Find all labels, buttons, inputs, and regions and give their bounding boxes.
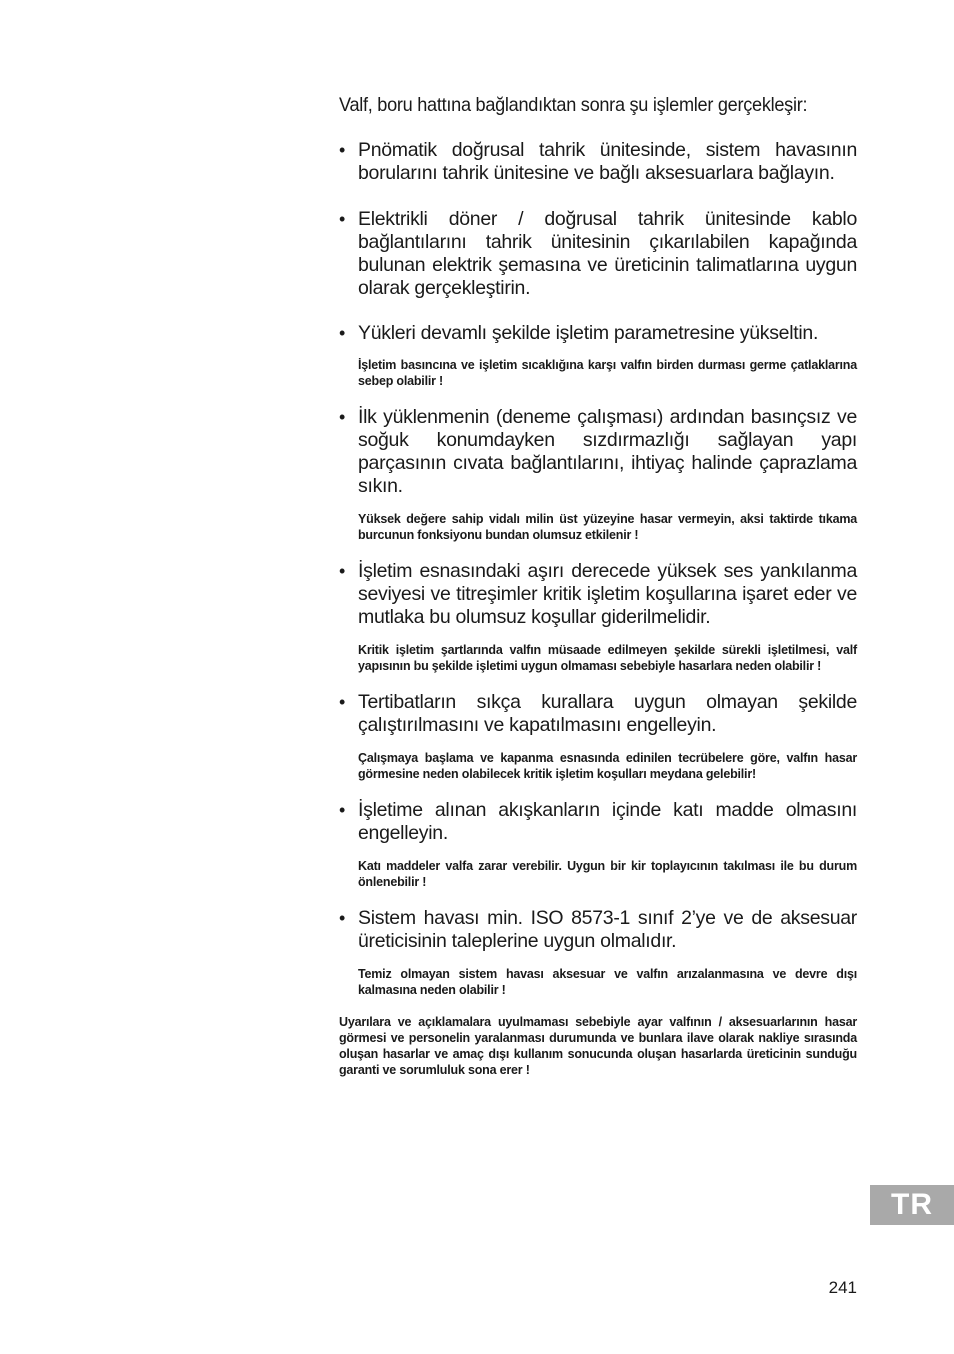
- bullet-text: Pnömatik doğrusal tahrik ünitesinde, sistem havasının borularını tahrik ünitesine ve bağlı aksesuarlara bağlayın.: [358, 139, 857, 184]
- bullet-text: İlk yüklenmenin (deneme çalışması) ardından basınçsız ve soğuk konumdayken sızdırmazlığı sağlayan yapı parçasının cıvata bağlantılarını, ihtiyaç halinde çaprazlama sıkın.: [358, 406, 857, 497]
- page-number: 241: [828, 1278, 857, 1297]
- page-content: [339, 94, 857, 1078]
- bullet-text: Sistem havası min. ISO 8573-1 sınıf 2’ye ve de aksesuar üreticisinin taleplerine uygun olmalıdır.: [358, 907, 857, 952]
- bullet-icon: •: [339, 407, 346, 427]
- bullet-text: Yükleri devamlı şekilde işletim parametresine yükseltin.: [358, 322, 819, 344]
- bullet-icon: •: [339, 323, 346, 343]
- bullet-item-7: [339, 799, 857, 845]
- warning-note-7: Katı maddeler valfa zarar verebilir. Uygun bir kir toplayıcının takılması ile bu durum önlenebilir !: [358, 859, 857, 889]
- bullet-icon: •: [339, 908, 346, 928]
- intro-text: Valf, boru hattına bağlandıktan sonra şu işlemler gerçekleşir:: [339, 94, 808, 116]
- bullet-item-6: [339, 691, 857, 737]
- warning-note-4: Yüksek değere sahip vidalı milin üst yüzeyine hasar vermeyin, aksi taktirde tıkama burcunun fonksiyonu bundan olumsuz etkilenir !: [358, 512, 857, 542]
- bullet-item-4: [339, 406, 857, 498]
- bullet-item-5: [339, 560, 857, 629]
- bullet-item-3: [339, 322, 857, 345]
- bullet-text: Tertibatların sıkça kurallara uygun olmayan şekilde çalıştırılmasını ve kapatılmasını engelleyin.: [358, 691, 857, 736]
- final-warranty-note: Uyarılara ve açıklamalara uyulmaması sebebiyle ayar valfının / aksesuarlarının hasar görmesi ve personelin yaralanması durumunda ve bunlara ilave olarak nakliye sırasında oluşan hasarlar ve amaç dışı kullanım sonucunda oluşan hasarlarda üreticinin sunduğu garanti ve sorumluluk sona erer !: [339, 1015, 857, 1077]
- bullet-icon: •: [339, 692, 346, 712]
- bullet-item-2: [339, 208, 857, 300]
- bullet-icon: •: [339, 800, 346, 820]
- bullet-text: İşletim esnasındaki aşırı derecede yüksek ses yankılanma seviyesi ve titreşimler kritik işletim koşullarına işaret eder ve mutlaka bu olumsuz koşullar giderilmelidir.: [358, 560, 857, 628]
- bullet-icon: •: [339, 561, 346, 581]
- warning-note-8: Temiz olmayan sistem havası aksesuar ve valfın arızalanmasına ve devre dışı kalmasına neden olabilir !: [358, 967, 857, 997]
- bullet-item-1: [339, 139, 857, 185]
- bullet-icon: •: [339, 209, 346, 229]
- bullet-item-8: [339, 907, 857, 953]
- warning-note-6: Çalışmaya başlama ve kapanma esnasında edinilen tecrübelere göre, valfın hasar görmesine neden olabilecek kritik işletim koşulları meydana gelebilir!: [358, 751, 857, 781]
- bullet-text: İşletime alınan akışkanların içinde katı madde olmasını engelleyin.: [358, 799, 857, 844]
- bullet-text: Elektrikli döner / doğrusal tahrik ünitesinde kablo bağlantılarını tahrik ünitesinin çıkarılabilen kapağında bulunan elektrik şemasına ve üreticinin talimatlarına uygun olarak gerçekleştirin.: [358, 208, 857, 299]
- bullet-icon: •: [339, 140, 346, 160]
- warning-note-5: Kritik işletim şartlarında valfın müsaade edilmeyen şekilde sürekli işletilmesi, valf yapısının bu şekilde işletimi uygun olmaması sebebiyle hasarlara neden olabilir !: [358, 643, 857, 673]
- language-tab: TR: [870, 1185, 954, 1225]
- warning-note-3: İşletim basıncına ve işletim sıcaklığına karşı valfın birden durması germe çatlaklarına sebep olabilir !: [358, 358, 857, 388]
